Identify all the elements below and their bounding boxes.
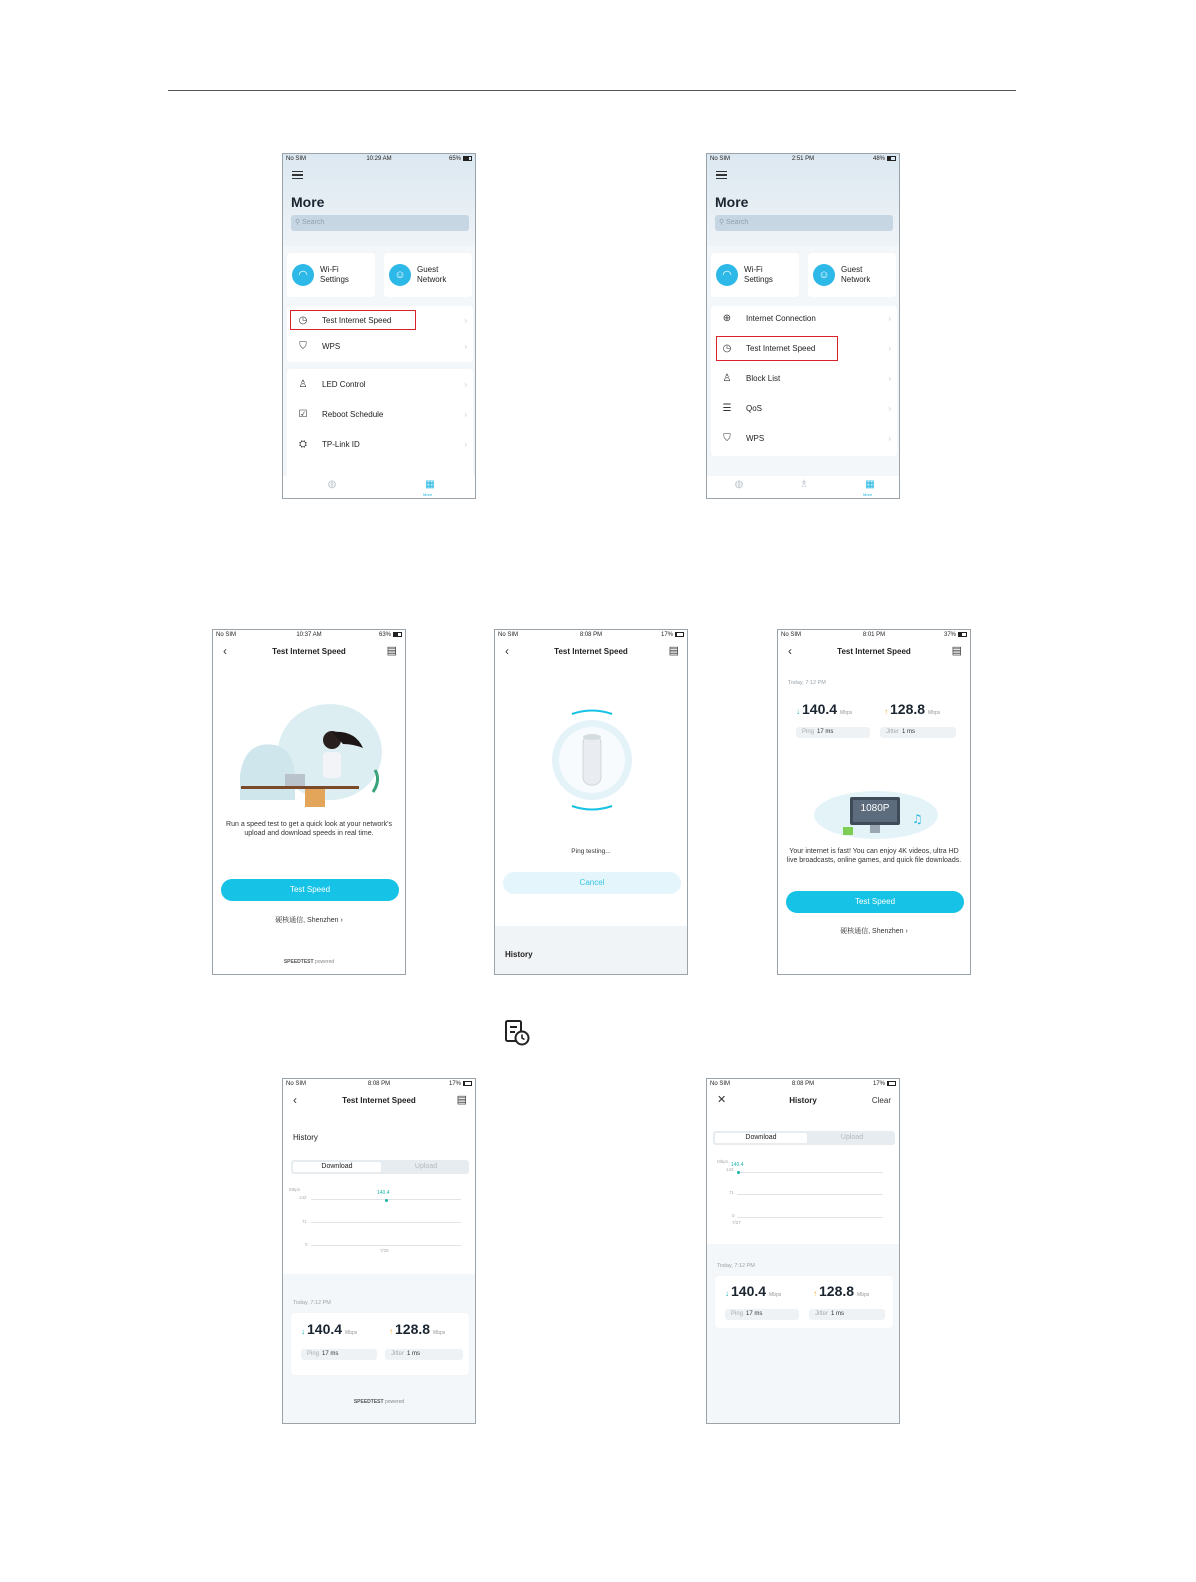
powered-text: powered xyxy=(384,1399,405,1405)
carrier: No SIM xyxy=(216,632,237,638)
upload-arrow-icon: ↑ xyxy=(884,707,888,716)
status-bar xyxy=(213,630,405,640)
shield-icon: ⛉ xyxy=(723,433,731,444)
chevron-right-icon: › xyxy=(888,314,891,323)
upload-value: 128.8 xyxy=(395,1321,431,1337)
clock: 8:08 PM xyxy=(791,1081,815,1087)
search-icon: ⚲ xyxy=(295,219,303,226)
list-item-internet-connection[interactable] xyxy=(711,306,897,332)
result-date: Today, 7:12 PM xyxy=(788,680,826,686)
chart-unit: Mbps xyxy=(717,1159,729,1164)
status-bar xyxy=(778,630,970,640)
history-label[interactable]: History xyxy=(505,950,533,959)
result-description: Your internet is fast! You can enjoy 4K videos, ultra HD live broadcasts, online games, and quick file downloads. xyxy=(786,848,962,864)
x-tick-label: 7/26 xyxy=(380,1248,389,1253)
page-title: History xyxy=(789,1096,817,1105)
more-tab-icon[interactable]: ▦ xyxy=(865,479,875,490)
tab-upload[interactable]: Upload xyxy=(414,1163,438,1170)
wifi-settings-card[interactable] xyxy=(287,253,375,297)
jitter-value: 1 ms xyxy=(407,1351,421,1357)
list-item-wps[interactable] xyxy=(711,426,897,452)
guest-network-card[interactable] xyxy=(384,253,472,297)
download-arrow-icon: ↓ xyxy=(725,1289,729,1298)
battery-icon xyxy=(887,1081,896,1086)
phone-speed-start xyxy=(212,629,406,975)
test-speed-button[interactable]: Test Speed xyxy=(786,891,964,913)
download-value: 140.4 xyxy=(802,701,838,717)
server-name: 硬核通信, Shenzhen xyxy=(275,917,339,924)
result-card[interactable] xyxy=(715,1276,893,1328)
data-point[interactable] xyxy=(737,1171,740,1174)
back-arrow-icon[interactable]: ‹ xyxy=(788,644,792,658)
chevron-right-icon: › xyxy=(888,374,891,383)
upload-arrow-icon: ↑ xyxy=(389,1327,393,1336)
clear-button[interactable]: Clear xyxy=(871,1096,891,1105)
settings-list-2 xyxy=(287,369,473,484)
tab-more-label: More xyxy=(863,492,873,497)
battery-icon xyxy=(675,632,684,637)
clock: 2:51 PM xyxy=(791,156,815,162)
powered-by xyxy=(283,1399,475,1405)
id-icon: ⛭ xyxy=(299,439,307,450)
nav-bar xyxy=(707,1093,899,1109)
tab-bar xyxy=(283,476,475,498)
wifi-settings-card[interactable] xyxy=(711,253,799,297)
chevron-right-icon: › xyxy=(888,404,891,413)
server-selector[interactable] xyxy=(778,926,970,936)
x-tick-label: 7/27 xyxy=(732,1220,741,1225)
search-icon: ⚲ xyxy=(719,219,727,226)
phone-speed-testing xyxy=(494,629,688,975)
download-speed xyxy=(301,1321,357,1337)
progress-text: Ping testing... xyxy=(571,848,611,855)
list-item-tp-link-id[interactable] xyxy=(287,432,473,458)
guest-icon: ☺ xyxy=(389,264,411,286)
gridline xyxy=(737,1194,883,1195)
jitter-pill xyxy=(385,1349,463,1360)
guest-icon: ☺ xyxy=(813,264,835,286)
result-date: Today, 7:12 PM xyxy=(293,1300,331,1306)
tick-label: 142 xyxy=(726,1167,734,1172)
clock: 10:37 AM xyxy=(296,632,322,638)
tab-bar xyxy=(707,476,899,498)
nav-bar xyxy=(283,1093,475,1109)
carrier: No SIM xyxy=(286,156,307,162)
back-arrow-icon[interactable]: ‹ xyxy=(223,644,227,658)
upload-value: 128.8 xyxy=(819,1283,855,1299)
guest-network-card[interactable] xyxy=(808,253,896,297)
chevron-right-icon: › xyxy=(464,380,467,389)
globe-icon: ⊕ xyxy=(722,313,732,324)
history-icon[interactable]: ▤ xyxy=(668,645,679,657)
upload-unit: Mbps xyxy=(928,710,941,716)
page-title: More xyxy=(291,194,325,210)
download-speed xyxy=(725,1283,781,1299)
page-title: Test Internet Speed xyxy=(837,647,911,656)
list-item-qos[interactable] xyxy=(711,396,897,422)
item-label: Test Internet Speed xyxy=(322,316,392,325)
phone-speed-history xyxy=(282,1078,476,1424)
jitter-label: Jitter xyxy=(815,1311,829,1317)
battery-level: 65% xyxy=(448,156,461,162)
list-item-block-list[interactable] xyxy=(711,366,897,392)
powered-text: powered xyxy=(314,959,335,965)
upload-speed xyxy=(389,1321,445,1337)
battery-icon xyxy=(887,156,896,161)
chevron-right-icon: › xyxy=(464,440,467,449)
battery-icon xyxy=(463,156,472,161)
carrier: No SIM xyxy=(286,1081,307,1087)
clients-tab-icon[interactable]: ♗ xyxy=(799,479,809,490)
resolution-badge: 1080P xyxy=(860,803,890,814)
battery-level: 17% xyxy=(660,632,673,638)
more-tab-icon[interactable]: ▦ xyxy=(425,479,435,490)
tab-download[interactable]: Download xyxy=(293,1162,381,1172)
ping-label: Ping xyxy=(731,1311,744,1317)
clock: 8:01 PM xyxy=(862,632,886,638)
jitter-value: 1 ms xyxy=(831,1311,845,1317)
ping-pill xyxy=(796,727,870,738)
list-item-led-control[interactable] xyxy=(287,372,473,398)
highlight-box xyxy=(290,310,416,330)
history-icon[interactable]: ▤ xyxy=(951,645,962,657)
clock: 8:08 PM xyxy=(579,632,603,638)
wifi-icon: ◠ xyxy=(292,264,314,286)
ping-value: 17 ms xyxy=(322,1351,339,1357)
menu-icon[interactable] xyxy=(716,171,727,179)
chevron-right-icon: › xyxy=(888,434,891,443)
menu-icon[interactable] xyxy=(292,171,303,179)
item-label: Test Internet Speed xyxy=(746,344,816,353)
server-name: 硬核通信, Shenzhen xyxy=(840,928,904,935)
page-title: Test Internet Speed xyxy=(272,647,346,656)
nav-bar xyxy=(778,644,970,660)
download-value: 140.4 xyxy=(731,1283,767,1299)
data-point[interactable] xyxy=(385,1199,388,1202)
history-icon[interactable]: ▤ xyxy=(456,1094,467,1106)
tab-upload[interactable]: Upload xyxy=(840,1134,864,1141)
download-unit: Mbps xyxy=(840,710,853,716)
item-label: WPS xyxy=(746,434,765,443)
list-item-reboot-schedule[interactable] xyxy=(287,402,473,428)
speed-test-illustration xyxy=(235,700,385,812)
download-unit: Mbps xyxy=(345,1330,358,1336)
gridline xyxy=(737,1172,883,1173)
battery-level: 48% xyxy=(872,156,885,162)
item-label: TP-Link ID xyxy=(322,440,360,449)
phone-more-a xyxy=(282,153,476,499)
back-arrow-icon[interactable]: ‹ xyxy=(505,644,509,658)
card-label: Wi-Fi Settings xyxy=(744,265,773,284)
chevron-right-icon: › xyxy=(903,928,908,935)
upload-arrow-icon: ↑ xyxy=(813,1289,817,1298)
item-label: Internet Connection xyxy=(746,314,816,323)
card-label: Wi-Fi Settings xyxy=(320,265,349,284)
jitter-value: 1 ms xyxy=(902,729,916,735)
ping-value: 17 ms xyxy=(817,729,834,735)
phone-more-b xyxy=(706,153,900,499)
clock: 10:29 AM xyxy=(366,156,392,162)
svg-text:♫: ♫ xyxy=(912,812,923,826)
powered-by xyxy=(213,959,405,965)
download-speed xyxy=(796,701,852,717)
ping-pill xyxy=(725,1309,799,1320)
status-bar xyxy=(707,1079,899,1089)
search-input[interactable] xyxy=(291,215,469,231)
item-label: QoS xyxy=(746,404,763,413)
upload-speed xyxy=(884,701,940,717)
upload-value: 128.8 xyxy=(890,701,926,717)
jitter-label: Jitter xyxy=(886,729,900,735)
speedometer-icon: ◷ xyxy=(722,343,732,354)
nav-bar xyxy=(495,644,687,660)
shield-icon: ⛉ xyxy=(299,341,307,352)
tick-label: 142 xyxy=(299,1195,307,1200)
result-card[interactable] xyxy=(291,1313,469,1375)
carrier: No SIM xyxy=(781,632,802,638)
search-input[interactable] xyxy=(715,215,893,231)
close-icon[interactable]: ✕ xyxy=(717,1094,727,1106)
nav-bar xyxy=(213,644,405,660)
result-date: Today, 7:12 PM xyxy=(717,1263,755,1269)
ping-pill xyxy=(301,1349,377,1360)
item-label: LED Control xyxy=(322,380,366,389)
data-label: 140.4 xyxy=(377,1190,390,1196)
chart-unit: Mbps xyxy=(289,1187,301,1192)
battery-icon xyxy=(463,1081,472,1086)
upload-unit: Mbps xyxy=(433,1330,446,1336)
back-arrow-icon[interactable]: ‹ xyxy=(293,1093,297,1107)
page-title: Test Internet Speed xyxy=(554,647,628,656)
upload-speed xyxy=(813,1283,869,1299)
phone-speed-result xyxy=(777,629,971,975)
carrier: No SIM xyxy=(498,632,519,638)
card-label: Guest Network xyxy=(417,265,447,284)
data-label: 140.4 xyxy=(731,1162,744,1168)
wifi-icon: ◠ xyxy=(716,264,738,286)
server-selector[interactable] xyxy=(213,915,405,925)
search-placeholder: Search xyxy=(726,219,749,226)
tab-download[interactable]: Download xyxy=(715,1133,807,1143)
ping-value: 17 ms xyxy=(746,1311,763,1317)
page-title: Test Internet Speed xyxy=(342,1096,416,1105)
highlight-box xyxy=(716,336,838,361)
battery-level: 17% xyxy=(448,1081,461,1087)
settings-list xyxy=(711,306,897,456)
direction-toggle xyxy=(291,1160,469,1174)
page-rule xyxy=(168,90,1016,91)
chevron-right-icon: › xyxy=(464,410,467,419)
test-speed-button[interactable]: Test Speed xyxy=(221,879,399,901)
list-item-wps[interactable] xyxy=(287,334,473,360)
tick-label: 0 xyxy=(305,1242,308,1247)
download-arrow-icon: ↓ xyxy=(301,1327,305,1336)
download-unit: Mbps xyxy=(769,1292,782,1298)
tick-label: 71 xyxy=(302,1219,308,1224)
item-label: Reboot Schedule xyxy=(322,410,384,419)
chevron-right-icon: › xyxy=(338,917,343,924)
card-label: Guest Network xyxy=(841,265,871,284)
history-icon[interactable]: ▤ xyxy=(386,645,397,657)
gridline xyxy=(311,1245,461,1246)
ping-label: Ping xyxy=(802,729,815,735)
clock: 8:08 PM xyxy=(367,1081,391,1087)
battery-icon xyxy=(393,632,402,637)
calendar-check-icon: ☑ xyxy=(298,409,308,420)
description-text: Run a speed test to get a quick look at your network's upload and download speeds in real time. xyxy=(226,821,392,837)
upload-unit: Mbps xyxy=(857,1292,870,1298)
download-value: 140.4 xyxy=(307,1321,343,1337)
tab-more-label: More xyxy=(423,492,433,497)
status-bar xyxy=(283,154,475,164)
user-block-icon: ♙ xyxy=(722,373,732,384)
sliders-icon: ☰ xyxy=(722,403,732,414)
search-placeholder: Search xyxy=(302,219,325,226)
status-bar xyxy=(707,154,899,164)
carrier: No SIM xyxy=(710,1081,731,1087)
jitter-label: Jitter xyxy=(391,1351,405,1357)
status-bar xyxy=(495,630,687,640)
battery-icon xyxy=(958,632,967,637)
battery-level: 37% xyxy=(943,632,956,638)
jitter-pill xyxy=(880,727,956,738)
section-title: History xyxy=(293,1133,318,1142)
page-title: More xyxy=(715,194,749,210)
tick-label: 0 xyxy=(732,1213,735,1218)
battery-level: 17% xyxy=(872,1081,885,1087)
router-loading-icon xyxy=(547,705,637,815)
chevron-right-icon: › xyxy=(464,316,467,325)
network-tab-icon[interactable]: ◍ xyxy=(734,479,744,490)
carrier: No SIM xyxy=(710,156,731,162)
network-tab-icon[interactable]: ◍ xyxy=(327,479,337,490)
chevron-right-icon: › xyxy=(464,342,467,351)
jitter-pill xyxy=(809,1309,885,1320)
ping-label: Ping xyxy=(307,1351,320,1357)
phone-history xyxy=(706,1078,900,1424)
tick-label: 71 xyxy=(729,1190,735,1195)
gridline xyxy=(737,1217,883,1218)
direction-toggle xyxy=(713,1131,895,1145)
item-label: WPS xyxy=(322,342,341,351)
lamp-icon: ♙ xyxy=(298,379,308,390)
chevron-right-icon: › xyxy=(888,344,891,353)
item-label: Block List xyxy=(746,374,781,383)
cancel-button[interactable]: Cancel xyxy=(503,872,681,894)
speedtest-brand: SPEEDTEST xyxy=(283,959,314,965)
download-arrow-icon: ↓ xyxy=(796,707,800,716)
status-bar xyxy=(283,1079,475,1089)
gridline xyxy=(311,1222,461,1223)
history-icon xyxy=(503,1019,531,1047)
speedtest-brand: SPEEDTEST xyxy=(353,1399,384,1405)
speedometer-icon: ◷ xyxy=(298,315,308,326)
battery-level: 63% xyxy=(378,632,391,638)
